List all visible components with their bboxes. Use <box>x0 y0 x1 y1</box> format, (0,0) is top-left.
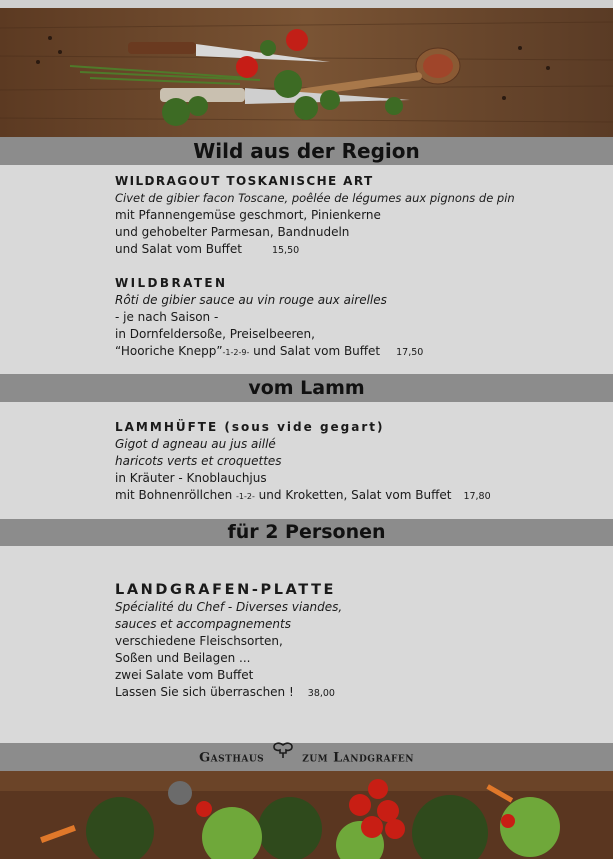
section-heading-wild <box>0 137 613 165</box>
dish-french-line: sauces et accompagnements <box>115 617 291 631</box>
dish-price: 38,00 <box>307 688 335 699</box>
dish-line: Lassen Sie sich überraschen ! <box>115 685 294 699</box>
dish-line-tail: und Salat vom Buffet <box>249 344 381 358</box>
footer-photo <box>0 771 613 859</box>
heading-text: Wild aus der Region <box>193 139 420 163</box>
dish-line: in Kräuter - Knoblauchjus <box>115 471 267 485</box>
dish-line: und gehobelter Parmesan, Bandnudeln <box>115 225 350 239</box>
dish-line: in Dornfeldersoße, Preiselbeeren, <box>115 327 315 341</box>
allergen-codes: -1-2-9- <box>222 348 250 357</box>
dish-line: mit Bohnenröllchen <box>115 488 237 502</box>
crown-logo-icon <box>271 741 295 771</box>
dish-line-tail: und Kroketten, Salat vom Buffet <box>254 488 452 502</box>
dish-price: 17,80 <box>463 491 491 502</box>
dish-french-line: Spécialité du Chef - Diverses viandes, <box>115 600 343 614</box>
dish-line: mit Pfannengemüse geschmort, Pinienkerne <box>115 208 381 222</box>
top-strip <box>0 0 613 8</box>
dish-lammhuefte <box>115 419 575 505</box>
dish-line: und Salat vom Buffet <box>115 242 242 256</box>
dish-french-line: Civet de gibier facon Toscane, poêlée de légumes aux pignons de pin <box>115 191 515 205</box>
dish-line: verschiedene Fleischsorten, <box>115 634 283 648</box>
dish-line: “Hooriche Knepp” <box>115 344 223 358</box>
dish-title: WILDRAGOUT TOSKANISCHE ART <box>115 174 374 188</box>
section-heading-personen <box>0 519 613 546</box>
heading-text: vom Lamm <box>248 377 365 399</box>
allergen-codes: -1-2- <box>236 492 255 501</box>
dish-line: - je nach Saison - <box>115 310 219 324</box>
footer-brand <box>0 743 613 771</box>
section-heading-lamm <box>0 374 613 402</box>
dish-line: Soßen und Beilagen ... <box>115 651 251 665</box>
brand-name-left: Gasthaus <box>199 750 265 766</box>
dish-wildragout <box>115 173 575 259</box>
heading-text: für 2 Personen <box>227 521 386 543</box>
dish-title: WILDBRATEN <box>115 276 228 290</box>
header-photo <box>0 8 613 138</box>
dish-title: LANDGRAFEN-PLATTE <box>115 582 337 598</box>
dish-french-line: Gigot d agneau au jus aillé <box>115 437 276 451</box>
dish-french-line: Rôti de gibier sauce au vin rouge aux airelles <box>115 293 387 307</box>
dish-title: LAMMHÜFTE (sous vide gegart) <box>115 420 385 434</box>
dish-price: 15,50 <box>271 245 300 256</box>
dish-price: 17,50 <box>396 347 424 358</box>
dish-line: zwei Salate vom Buffet <box>115 668 254 682</box>
dish-landgrafen-platte <box>115 582 575 702</box>
brand-name-right: zum Landgrafen <box>302 750 414 766</box>
dish-french-line: haricots verts et croquettes <box>115 454 282 468</box>
dish-wildbraten <box>115 275 575 361</box>
